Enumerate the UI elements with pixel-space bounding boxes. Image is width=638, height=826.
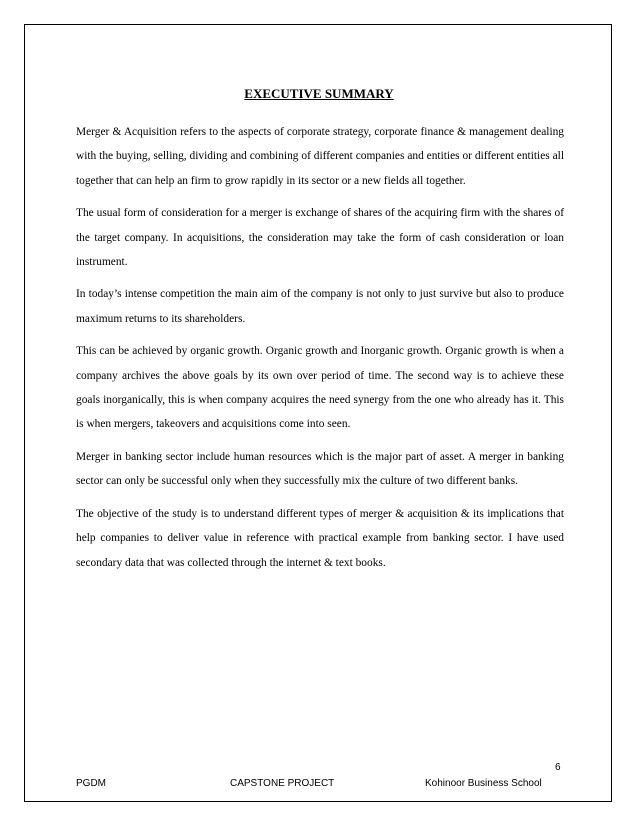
- paragraph-definition: Merger & Acquisition refers to the aspects of corporate strategy, corporate finance & management dealing with the buying, selling, dividing and combining of different companies and entities or different entities all together that can help an firm to grow rapidly in its sector or a new fields all together.: [76, 126, 564, 187]
- page-number: 6: [555, 762, 561, 773]
- paragraph-consideration: The usual form of consideration for a merger is exchange of shares of the acquiring firm with the shares of the target company. In acquisitions, the consideration may take the form of cash consideration or loan instrument.: [76, 207, 564, 269]
- paragraph-growth: This can be achieved by organic growth. Organic growth and Inorganic growth. Organic growth is when a company archives the above goals by its own over period of time. The second way is to achieve these goals inorganically, this is when company acquires the need synergy from the one who already has it. This is when mergers, takeovers and acquisitions come into seen.: [76, 345, 564, 431]
- footer-project: CAPSTONE PROJECT: [230, 778, 335, 789]
- footer-program: PGDM: [76, 778, 106, 789]
- paragraph-banking: Merger in banking sector include human resources which is the major part of asset. A merger in banking sector can only be successful only when they successfully mix the culture of two different banks.: [76, 450, 564, 488]
- summary-body: [76, 120, 564, 583]
- paragraph-competition: In today’s intense competition the main aim of the company is not only to just survive but also to produce maximum returns to its shareholders.: [76, 288, 564, 325]
- paragraph-objective: The objective of the study is to understand different types of merger & acquisition & its implications that help companies to deliver value in reference with practical example from banking sector. I have used secondary data that was collected through the internet & text books.: [76, 507, 564, 569]
- page-title: EXECUTIVE SUMMARY: [244, 86, 394, 101]
- footer-school: Kohinoor Business School: [425, 778, 542, 789]
